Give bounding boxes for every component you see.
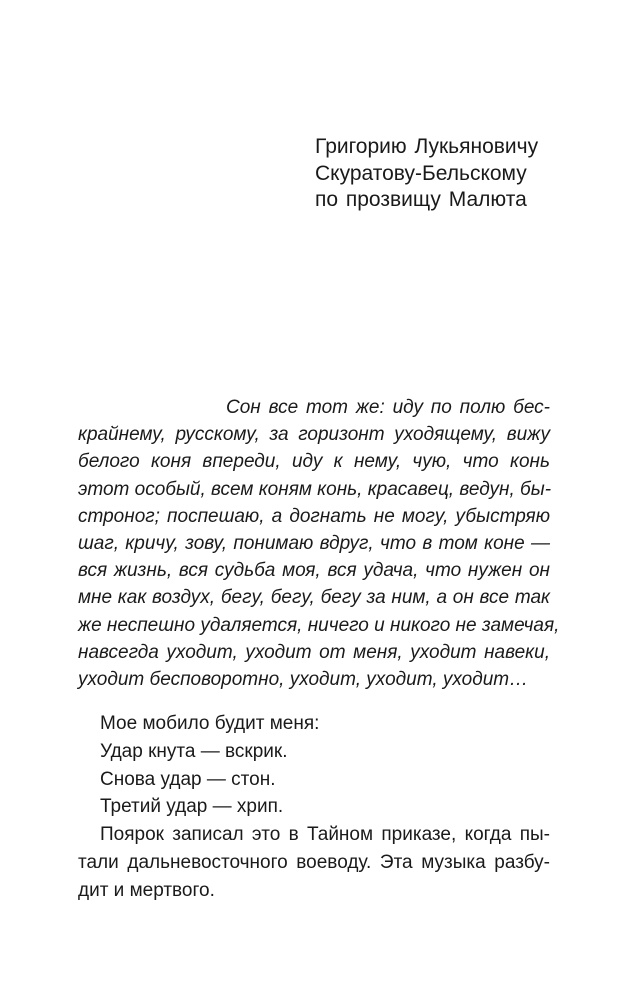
epigraph-line: белого коня впереди, иду к нему, чую, что конь [78,451,550,473]
body-line: Снова удар — стон. [100,768,276,790]
epigraph-line: Сон все тот же: иду по полю бес- [226,397,550,418]
epigraph-line: крайнему, русскому, за горизонт уходящему, вижу [78,424,550,446]
dedication-line: Скуратову-Бельскому [315,161,527,185]
dedication-line: по прозвищу Малюта [315,188,527,211]
epigraph-line: шаг, кричу, зову, понимаю вдруг, что в том коне — [78,532,550,554]
body-line: Третий удар — хрип. [100,796,284,818]
body-line: дит и мертвого. [78,879,215,901]
dedication-line: Григорию Лукьяновичу [315,135,539,158]
dedication [315,134,615,214]
epigraph-line: мне как воздух, бегу, бегу, бегу за ним, а он все так [78,587,550,609]
body-line: Мое мобило будит меня: [100,713,320,734]
epigraph-line: навсегда уходит, уходит от меня, уходит навеки, [78,641,550,663]
body-line: Поярок записал это в Тайном приказе, когда пы- [100,824,550,846]
epigraph-line: же неспешно удаляется, ничего и никого не замечая, [78,614,560,636]
epigraph-line: строног; поспешаю, а догнать не могу, убыстряю [78,505,550,527]
epigraph-line: вся жизнь, вся судьба моя, вся удача, что нужен он [78,560,550,582]
body-line: тали дальневосточного воеводу. Эта музыка разбу- [78,851,550,873]
epigraph [78,394,560,693]
body-line: Удар кнута — вскрик. [100,740,288,762]
epigraph-line: уходит бесповоротно, уходит, уходит, уходит… [78,668,529,690]
body-text [78,710,550,905]
epigraph-line: этот особый, всем коням конь, красавец, ведун, бы- [78,478,552,500]
